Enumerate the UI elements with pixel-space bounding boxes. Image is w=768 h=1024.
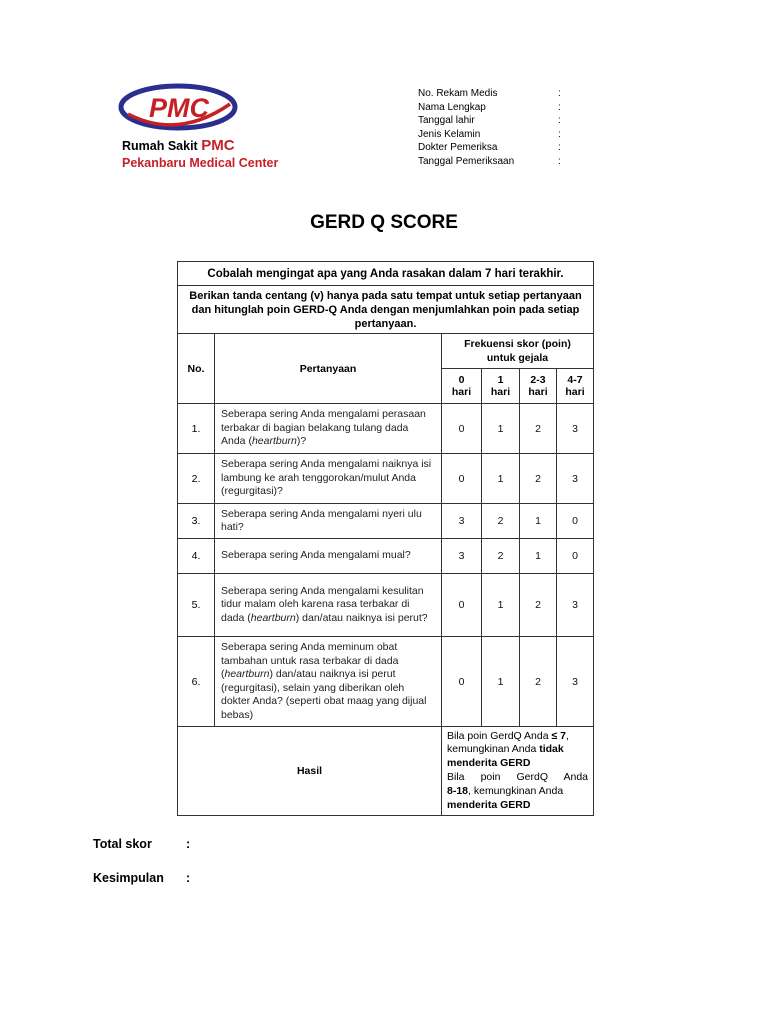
patient-field-label: Dokter Pemeriksa xyxy=(418,142,498,154)
freq-col-2: 2-3 hari xyxy=(520,369,557,404)
gerdq-table xyxy=(177,261,594,816)
table-row xyxy=(178,539,594,574)
patient-field xyxy=(418,128,578,142)
score-option[interactable]: 3 xyxy=(442,504,482,539)
table-row xyxy=(178,637,594,727)
score-option[interactable]: 0 xyxy=(442,637,482,727)
patient-field xyxy=(418,141,578,155)
instruction-check: Berikan tanda centang (v) hanya pada satu tempat untuk setiap pertanyaan dan hitunglah poin GERD-Q Anda dengan menjumlahkan poin pada setiap pertanyaan. xyxy=(178,286,594,334)
freq-col-3: 4-7 hari xyxy=(557,369,594,404)
table-row xyxy=(178,404,594,454)
row-number: 3. xyxy=(178,504,215,539)
score-option[interactable]: 2 xyxy=(482,504,520,539)
col-header-frequency: Frekuensi skor (poin) untuk gejala xyxy=(442,334,594,369)
hospital-name xyxy=(122,137,235,154)
score-option[interactable]: 3 xyxy=(557,637,594,727)
score-option[interactable]: 0 xyxy=(557,539,594,574)
score-option[interactable]: 1 xyxy=(482,454,520,504)
question-text: Seberapa sering Anda meminum obat tambahan untuk rasa terbakar di dada (heartburn) dan/atau naiknya isi perut (regurgitasi), selain yang diberikan oleh dokter Anda? (seperti obat maag yang dijual bebas) xyxy=(215,637,442,727)
question-text: Seberapa sering Anda mengalami nyeri ulu hati? xyxy=(215,504,442,539)
freq-col-0: 0 hari xyxy=(442,369,482,404)
hospital-logo xyxy=(118,82,240,132)
result-interpretation: Bila poin GerdQ Anda ≤ 7, kemungkinan Anda tidak menderita GERD Bila poin GerdQ Anda 8-18, kemungkinan Anda menderita GERD xyxy=(442,727,594,816)
patient-field xyxy=(418,114,578,128)
row-number: 6. xyxy=(178,637,215,727)
table-row xyxy=(178,574,594,637)
patient-field-label: Tanggal lahir xyxy=(418,115,475,127)
patient-field-sep: : xyxy=(558,88,561,99)
row-number: 4. xyxy=(178,539,215,574)
instruction-recall: Cobalah mengingat apa yang Anda rasakan dalam 7 hari terakhir. xyxy=(178,262,594,286)
score-option[interactable]: 1 xyxy=(520,504,557,539)
patient-field-sep: : xyxy=(558,101,561,113)
row-number: 2. xyxy=(178,454,215,504)
score-option[interactable]: 3 xyxy=(557,454,594,504)
question-text: Seberapa sering Anda mengalami perasaan terbakar di bagian belakang tulang dada Anda (heartburn)? xyxy=(215,404,442,454)
question-text: Seberapa sering Anda mengalami kesulitan tidur malam oleh karena rasa terbakar di dada (heartburn) dan/atau naiknya isi perut? xyxy=(215,574,442,637)
patient-field-sep: : xyxy=(558,128,561,140)
question-text: Seberapa sering Anda mengalami mual? xyxy=(215,539,442,574)
freq-col-1: 1 hari xyxy=(482,369,520,404)
score-option[interactable]: 2 xyxy=(520,574,557,637)
row-number: 1. xyxy=(178,404,215,454)
hospital-subtitle: Pekanbaru Medical Center xyxy=(122,156,279,170)
question-text: Seberapa sering Anda mengalami naiknya isi lambung ke arah tenggorokan/mulut Anda (regurgitasi)? xyxy=(215,454,442,504)
patient-field-sep: : xyxy=(558,142,561,154)
conclusion-label: Kesimpulan xyxy=(93,871,164,885)
score-option[interactable]: 2 xyxy=(520,404,557,454)
hospital-name-brand: PMC xyxy=(201,137,235,154)
row-number: 5. xyxy=(178,574,215,637)
col-header-no: No. xyxy=(178,334,215,404)
page-title: GERD Q SCORE xyxy=(310,212,458,233)
patient-field-label: Jenis Kelamin xyxy=(418,128,481,140)
score-option[interactable]: 3 xyxy=(557,574,594,637)
score-option[interactable]: 1 xyxy=(520,539,557,574)
patient-field-label: No. Rekam Medis xyxy=(418,88,498,99)
score-option[interactable]: 0 xyxy=(442,404,482,454)
patient-field xyxy=(418,101,578,115)
score-option[interactable]: 3 xyxy=(557,404,594,454)
conclusion xyxy=(93,871,190,885)
patient-info xyxy=(418,87,578,169)
score-option[interactable]: 1 xyxy=(482,637,520,727)
result-label: Hasil xyxy=(178,727,442,816)
patient-field xyxy=(418,155,578,169)
score-option[interactable]: 3 xyxy=(442,539,482,574)
total-score-label: Total skor xyxy=(93,837,152,851)
total-score-sep: : xyxy=(186,837,191,851)
total-score xyxy=(93,837,190,851)
col-header-question: Pertanyaan xyxy=(215,334,442,404)
hospital-name-prefix: Rumah Sakit xyxy=(122,139,198,153)
patient-field-sep: : xyxy=(558,115,561,127)
conclusion-sep: : xyxy=(186,871,191,885)
score-option[interactable]: 2 xyxy=(482,539,520,574)
patient-field-label: Tanggal Pemeriksaan xyxy=(418,155,515,167)
score-option[interactable]: 2 xyxy=(520,637,557,727)
patient-field-sep: : xyxy=(558,155,561,167)
score-option[interactable]: 2 xyxy=(520,454,557,504)
result-row xyxy=(178,727,594,816)
score-option[interactable]: 0 xyxy=(557,504,594,539)
table-row xyxy=(178,454,594,504)
score-option[interactable]: 0 xyxy=(442,454,482,504)
score-option[interactable]: 1 xyxy=(482,404,520,454)
table-row xyxy=(178,504,594,539)
patient-field xyxy=(418,87,578,101)
patient-field-label: Nama Lengkap xyxy=(418,101,486,113)
score-option[interactable]: 1 xyxy=(482,574,520,637)
score-option[interactable]: 0 xyxy=(442,574,482,637)
logo-text: PMC xyxy=(149,93,209,123)
